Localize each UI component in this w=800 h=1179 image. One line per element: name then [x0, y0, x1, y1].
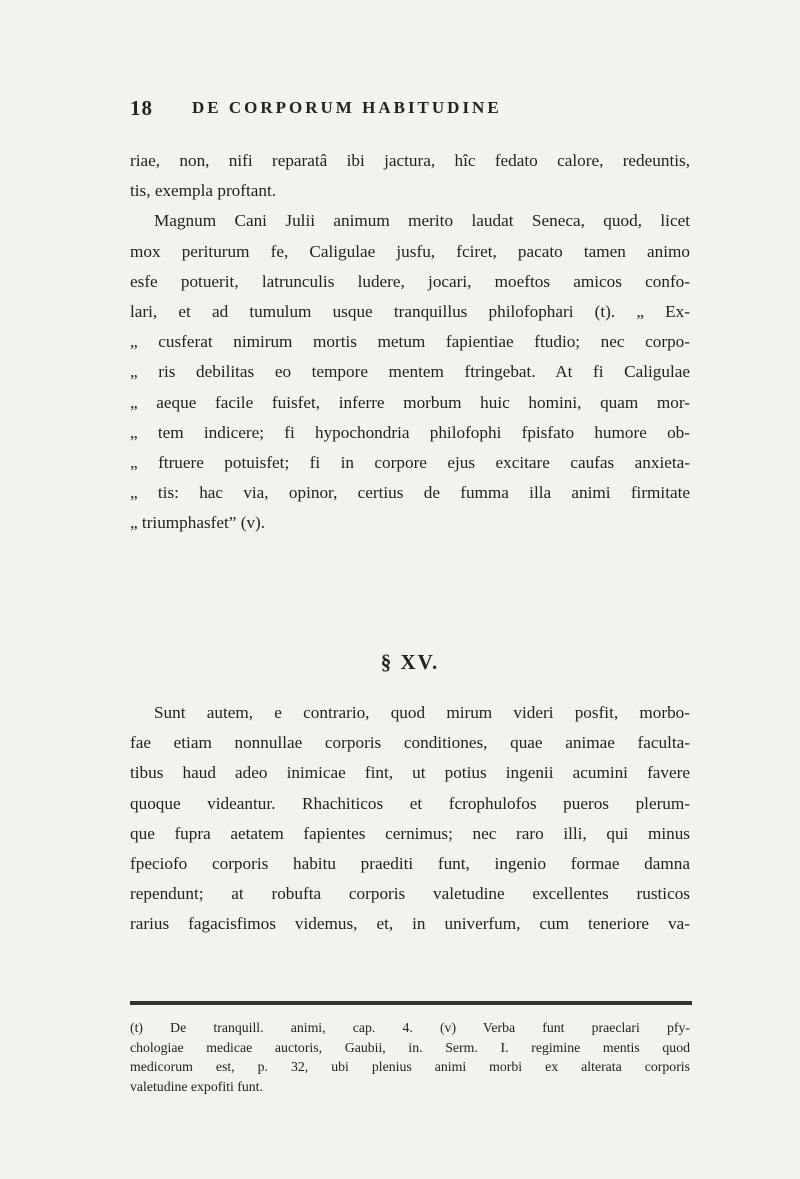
text-line: Sunt autem, e contrario, quod mirum videri posfit, morbo- [154, 703, 690, 722]
running-title: DE CORPORUM HABITUDINE [192, 98, 502, 117]
text-line: riae, non, nifi reparatâ ibi jactura, hîc fedato calore, redeuntis, [130, 151, 690, 170]
text-line: „ triumphasfet” (v). [130, 513, 266, 533]
text-line: mox periturum fe, Caligulae jusfu, fciret, pacato tamen animo [130, 241, 690, 261]
paragraph-1 [130, 146, 690, 538]
text-line: „ tis: hac via, opinor, certius de fumma illa animi firmitate [130, 483, 690, 503]
text-line: tibus haud adeo inimicae fint, ut potius ingenii acumini favere [130, 763, 690, 783]
footnote-line: medicorum est, p. 32, ubi plenius animi morbi ex alterata corporis [130, 1059, 690, 1074]
text-line: „ cusferat nimirum mortis metum fapientiae ftudio; nec corpo- [130, 332, 690, 352]
text-line: „ tem indicere; fi hypochondria philofophi fpisfato humore ob- [130, 422, 690, 442]
footnote-rule [130, 1001, 692, 1005]
text-line: fpeciofo corporis habitu praediti funt, ingenio formae damna [130, 853, 690, 873]
text-line: „ ftruere potuisfet; fi in corpore ejus excitare caufas anxieta- [130, 452, 690, 472]
text-line: rarius fagacisfimos videmus, et, in univerfum, cum teneriore va- [130, 914, 690, 934]
text-line: esfe potuerit, latrunculis ludere, jocari, moeftos amicos confo- [130, 271, 690, 291]
page-header [130, 96, 690, 126]
footnote-line: valetudine expofiti funt. [130, 1078, 263, 1094]
footnote-line: (t) De tranquill. animi, cap. 4. (v) Verba funt praeclari pfy- [130, 1020, 690, 1035]
text-line: Magnum Cani Julii animum merito laudat Seneca, quod, licet [154, 211, 690, 231]
text-line: fae etiam nonnullae corporis conditiones, quae animae faculta- [130, 733, 690, 753]
footnotes [130, 1018, 690, 1096]
page-number: 18 [130, 96, 153, 120]
footnote-line: chologiae medicae auctoris, Gaubii, in. Serm. I. regimine mentis quod [130, 1039, 690, 1055]
text-line: lari, et ad tumulum usque tranquillus philofophari (t). „ Ex- [130, 301, 690, 321]
section-heading: § XV. [380, 650, 440, 674]
text-line: rependunt; at robufta corporis valetudine excellentes rusticos [130, 884, 690, 904]
text-line: quoque videantur. Rhachiticos et fcrophulofos pueros plerum- [130, 793, 690, 813]
text-line: „ aeque facile fuisfet, inferre morbum huic homini, quam mor- [130, 392, 690, 412]
text-line: que fupra aetatem fapientes cernimus; nec raro illi, qui minus [130, 823, 690, 843]
text-line: „ ris debilitas eo tempore mentem ftringebat. At fi Caligulae [130, 362, 690, 382]
paragraph-2 [130, 698, 690, 940]
text-line: tis, exempla proftant. [130, 181, 277, 201]
